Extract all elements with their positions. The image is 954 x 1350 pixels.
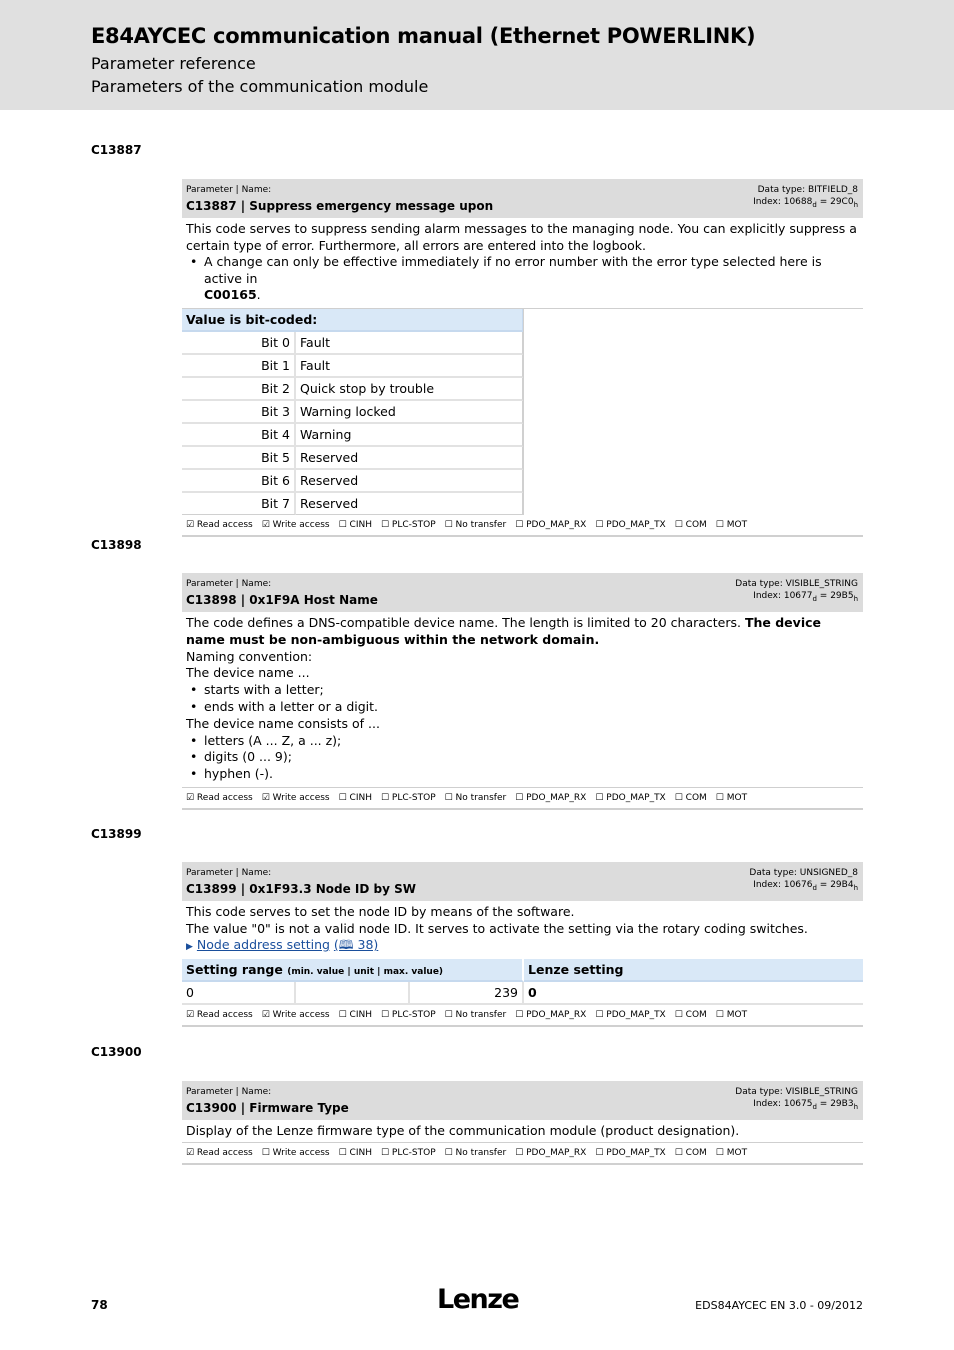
parameter-name: C13898 | 0x1F9A Host Name	[186, 593, 378, 607]
parameter-block-c13900	[182, 1081, 863, 1165]
table-row: Bit 2 Quick stop by trouble	[182, 378, 863, 401]
lenze-logo: Lenze	[437, 1284, 519, 1315]
bullet-item: • starts with a letter;	[186, 682, 859, 699]
table-row: Bit 0 Fault	[182, 332, 863, 355]
index: Index: $10677_d = 29B5_h$	[753, 591, 858, 603]
data-type: Data type: VISIBLE_STRING	[735, 579, 858, 589]
table-row: Bit 5 Reserved	[182, 447, 863, 470]
parameter-block-c13899	[182, 862, 863, 1027]
setting-range-header: Setting range (min. value | unit | max. value)	[182, 959, 524, 982]
parameter-block-c13898	[182, 573, 863, 810]
page-number: 78	[91, 1298, 108, 1312]
description: Display of the Lenze firmware type of the communication module (product designation).	[182, 1120, 863, 1143]
table-row: Bit 7 Reserved	[182, 493, 863, 515]
bit-table	[182, 309, 863, 515]
unit-value	[296, 982, 410, 1005]
description: This code serves to set the node ID by means of the software. The value "0" is not a valid node ID. It serves to activate the setting via the rotary coding switches. ▶ Node address setting (🕮 38)	[186, 904, 808, 952]
parameter-name-label: Parameter | Name:	[186, 185, 272, 195]
section-title: Parameters of the communication module	[91, 77, 429, 96]
code-heading-c13887: C13887	[91, 143, 142, 157]
setting-range-table	[182, 959, 863, 1005]
lenze-setting-header: Lenze setting	[524, 959, 863, 982]
code-reference: C00165	[204, 287, 257, 302]
parameter-block-c13887	[182, 179, 863, 537]
parameter-header: Parameter | Name: C13898 | 0x1F9A Host Name Data type: VISIBLE_STRING Index: $10677_d = 29B5_h$	[182, 573, 863, 612]
bullet-item: • hyphen (-).	[186, 766, 859, 783]
code-heading-c13898: C13898	[91, 538, 142, 552]
parameter-name: C13900 | Firmware Type	[186, 1101, 349, 1115]
table-row: Bit 1 Fault	[182, 355, 863, 378]
parameter-header: Parameter | Name: C13900 | Firmware Type Data type: VISIBLE_STRING Index: $10675_d = 29B3_h$	[182, 1081, 863, 1120]
access-flags: ☑ Read access ☑ Write access ☐ CINH ☐ PLC-STOP ☐ No transfer ☐ PDO_MAP_RX ☐ PDO_MAP_TX ☐ COM ☐ MOT	[182, 788, 863, 810]
document-title: E84AYCEC communication manual (Ethernet POWERLINK)	[91, 24, 756, 48]
data-type: Data type: UNSIGNED_8	[749, 868, 858, 878]
code-heading-c13900: C13900	[91, 1045, 142, 1059]
data-type: Data type: VISIBLE_STRING	[735, 1087, 858, 1097]
table-row: Bit 4 Warning	[182, 424, 863, 447]
lenze-setting-value: 0	[524, 982, 863, 1005]
index: Index: $10676_d = 29B4_h$	[753, 880, 858, 892]
parameter-header: Parameter | Name: C13899 | 0x1F93.3 Node ID by SW Data type: UNSIGNED_8 Index: $10676_d = 29B4_h$	[182, 862, 863, 901]
data-type: Data type: BITFIELD_8	[757, 185, 858, 195]
table-row: Bit 6 Reserved	[182, 470, 863, 493]
document-reference: EDS84AYCEC EN 3.0 - 09/2012	[695, 1299, 863, 1312]
access-flags: ☑ Read access ☑ Write access ☐ CINH ☐ PLC-STOP ☐ No transfer ☐ PDO_MAP_RX ☐ PDO_MAP_TX ☐ COM ☐ MOT	[182, 1005, 863, 1027]
index: Index: $10688_d = 29C0_h$	[753, 197, 858, 209]
description-text: This code serves to suppress sending alarm messages to the managing node. You can explicitly suppress a certain type of error. Furthermore, all errors are entered into the logbook.	[186, 221, 857, 253]
bullet-item: • A change can only be effective immediately if no error number with the error type selected here is active in C00165.	[186, 254, 859, 304]
description: The code defines a DNS-compatible device name. The length is limited to 20 characters. The device name must be non-ambiguous within the network domain. Naming convention: The device name ... • starts with a letter; • ends with a letter or a digit. The device name consists of ... • letters (A ... Z, a ... z); • digits (0 ... 9); • hyphen (-).	[182, 612, 863, 788]
access-flags: ☑ Read access ☑ Write access ☐ CINH ☐ PLC-STOP ☐ No transfer ☐ PDO_MAP_RX ☐ PDO_MAP_TX ☐ COM ☐ MOT	[182, 515, 863, 537]
parameter-name: C13887 | Suppress emergency message upon	[186, 199, 494, 213]
node-address-setting-link[interactable]: Node address setting	[196, 937, 330, 952]
page-reference-link[interactable]: (🕮 38)	[333, 937, 379, 952]
page-header	[0, 0, 954, 110]
access-flags: ☑ Read access ☐ Write access ☐ CINH ☐ PLC-STOP ☐ No transfer ☐ PDO_MAP_RX ☐ PDO_MAP_TX ☐ COM ☐ MOT	[182, 1143, 863, 1165]
bullet-item: • digits (0 ... 9);	[186, 749, 859, 766]
max-value: 239	[410, 982, 524, 1005]
index: Index: $10675_d = 29B3_h$	[753, 1099, 858, 1111]
parameter-name: C13899 | 0x1F93.3 Node ID by SW	[186, 882, 416, 896]
table-row: Bit 3 Warning locked	[182, 401, 863, 424]
chapter-title: Parameter reference	[91, 54, 256, 73]
bit-table-header: Value is bit-coded:	[182, 309, 523, 332]
bullet-item: • ends with a letter or a digit.	[186, 699, 859, 716]
bullet-item: • letters (A ... Z, a ... z);	[186, 733, 859, 750]
parameter-header	[182, 179, 863, 218]
code-heading-c13899: C13899	[91, 827, 142, 841]
table-row	[182, 982, 863, 1005]
description	[182, 218, 863, 309]
link-arrow-icon: ▶	[186, 942, 193, 952]
min-value: 0	[182, 982, 296, 1005]
